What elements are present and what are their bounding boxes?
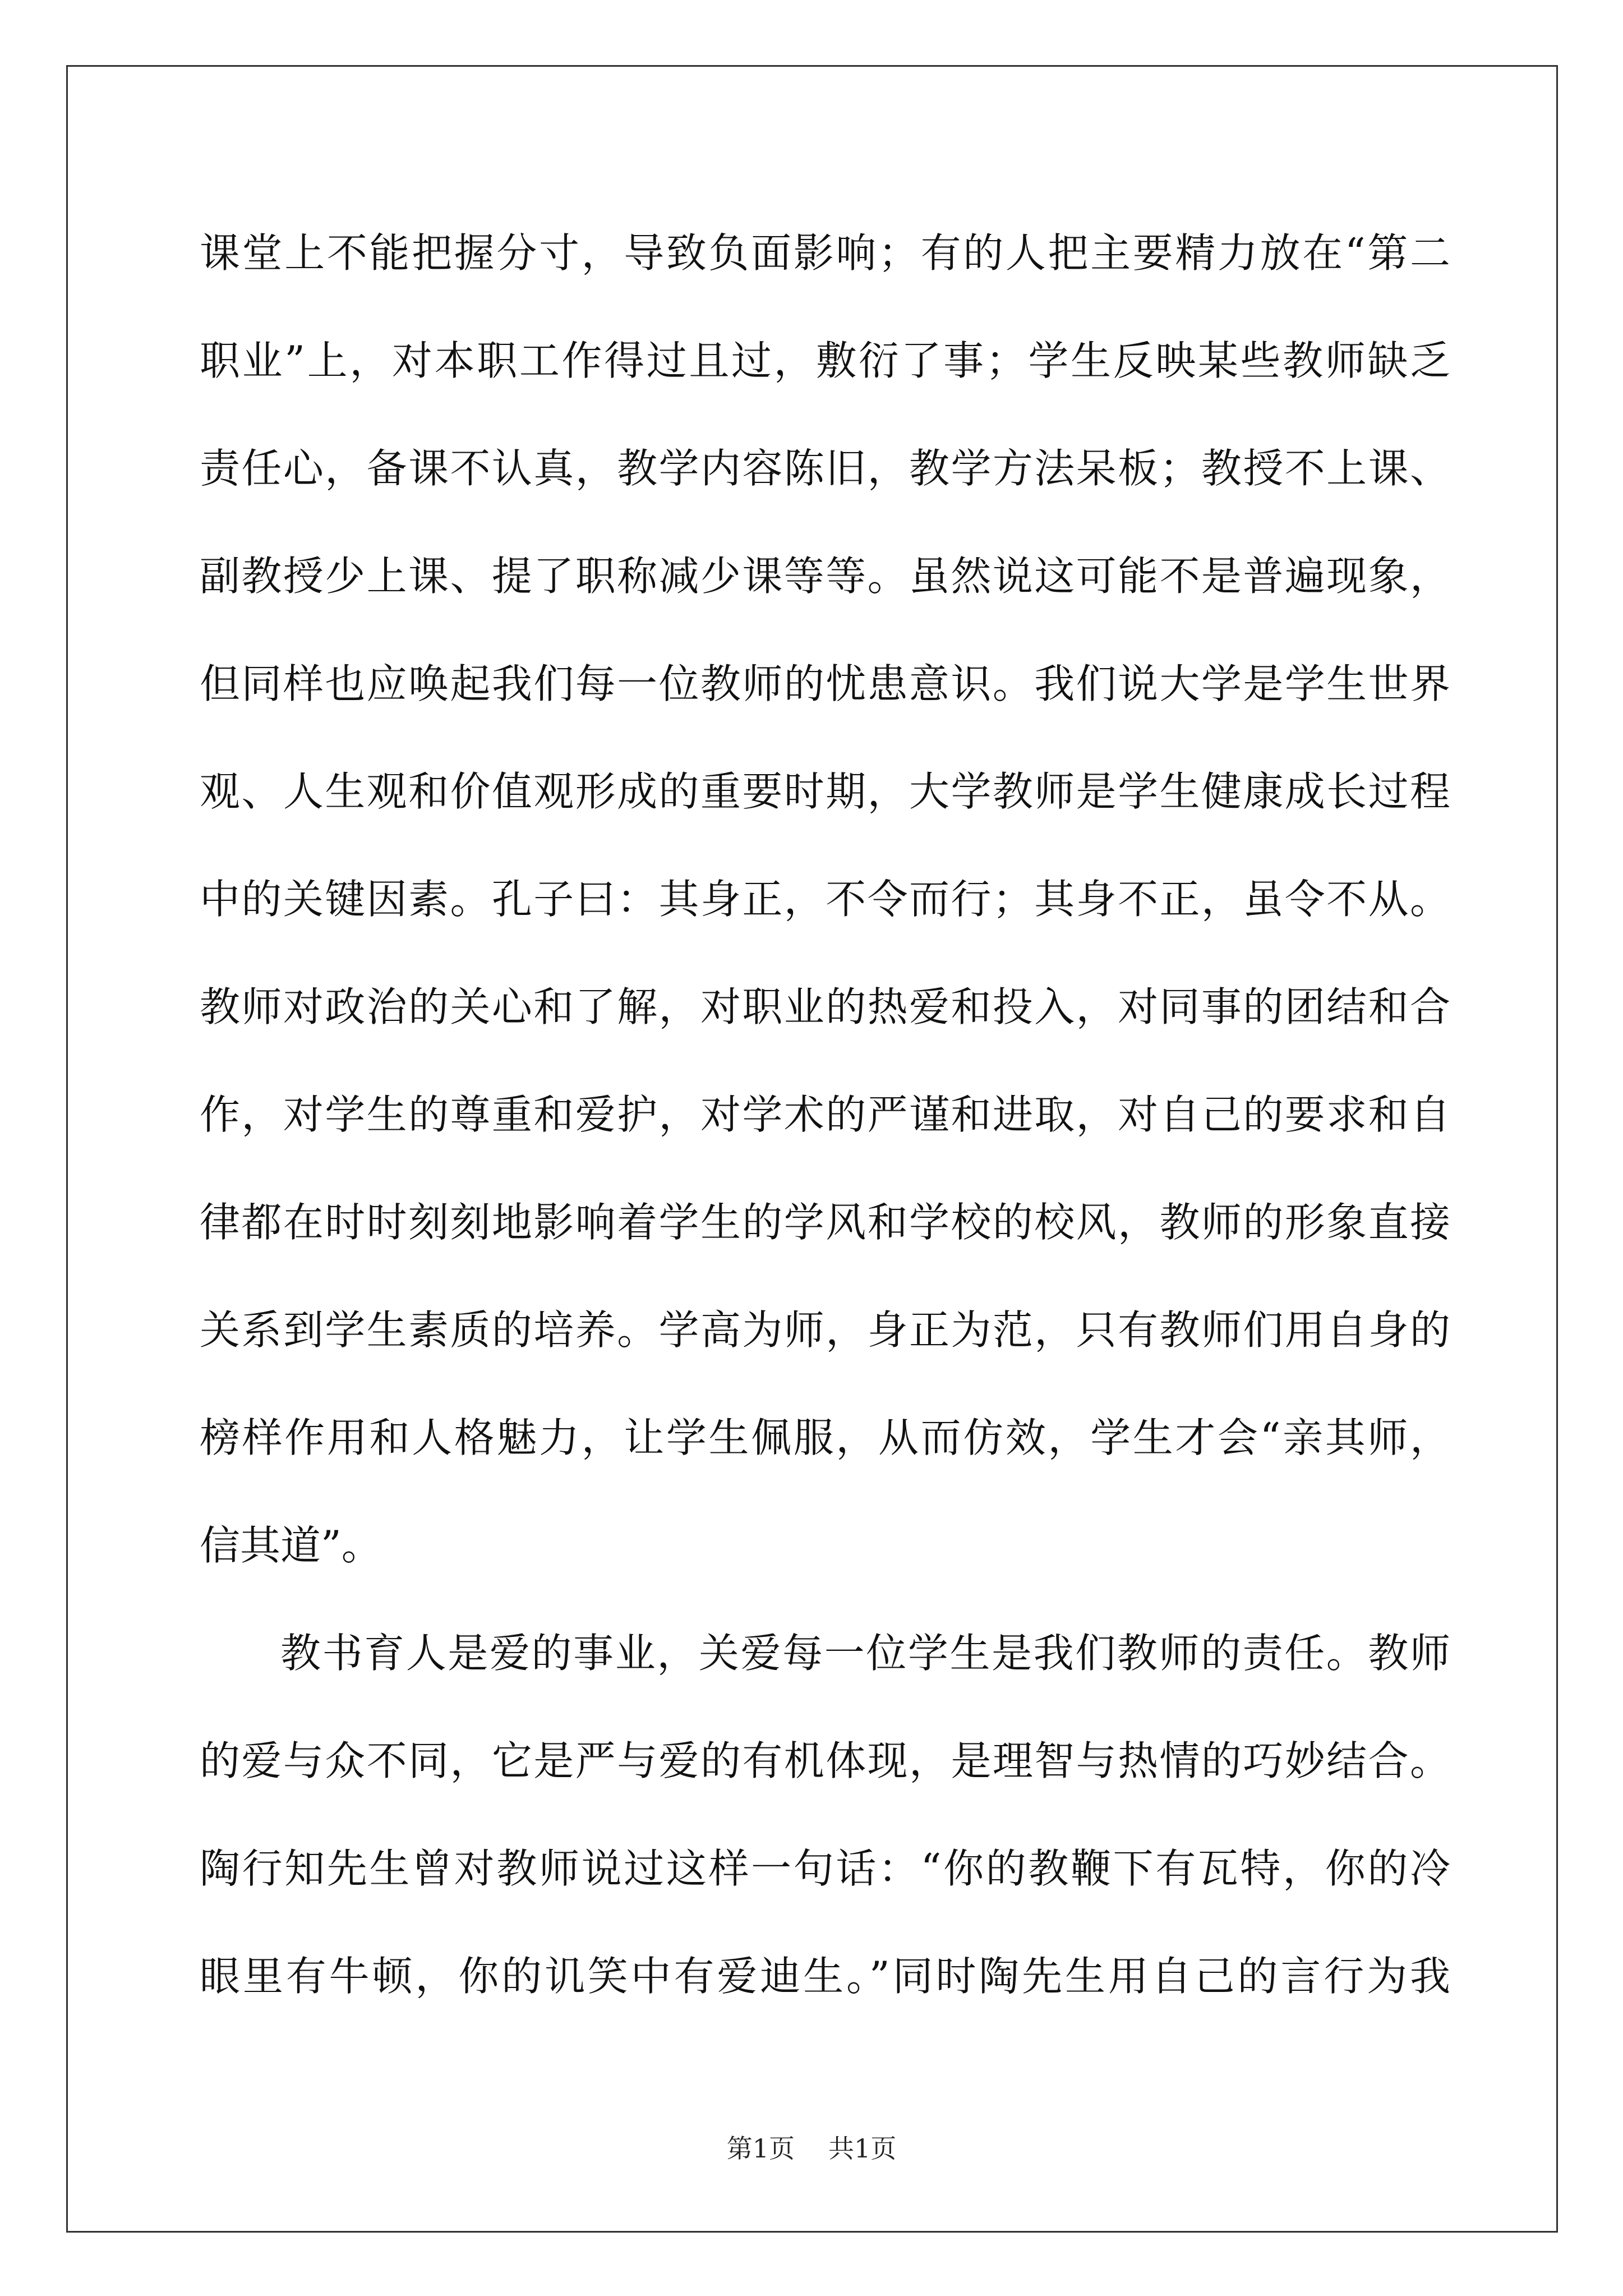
text-line: 职业”上，对本职工作得过且过，敷衍了事；学生反映某些教师缺乏 <box>200 337 1450 384</box>
text-line: 作，对学生的尊重和爱护，对学术的严谨和进取，对自己的要求和自 <box>200 1091 1450 1138</box>
paragraph-2 <box>200 1599 1450 2030</box>
text-line: 关系到学生素质的培养。学高为师，身正为范，只有教师们用自身的 <box>200 1306 1450 1354</box>
page-total: 共1页 <box>828 2133 897 2164</box>
text-line: 律都在时时刻刻地影响着学生的学风和学校的校风，教师的形象直接 <box>200 1199 1450 1246</box>
text-line: 的爱与众不同，它是严与爱的有机体现，是理智与热情的巧妙结合。 <box>200 1737 1450 1784</box>
paragraph-1 <box>200 199 1450 1599</box>
text-line: 观、人生观和价值观形成的重要时期，大学教师是学生健康成长过程 <box>200 768 1450 815</box>
text-line: 责任心，备课不认真，教学内容陈旧，教学方法呆板；教授不上课、 <box>200 445 1450 492</box>
page-number: 第1页 <box>726 2133 795 2164</box>
document-body <box>200 199 1450 2030</box>
text-line: 但同样也应唤起我们每一位教师的忧患意识。我们说大学是学生世界 <box>200 660 1450 707</box>
text-line: 榜样作用和人格魅力，让学生佩服，从而仿效，学生才会“亲其师， <box>200 1414 1450 1461</box>
text-line: 眼里有牛顿，你的讥笑中有爱迪生。”同时陶先生用自己的言行为我 <box>200 1953 1450 2000</box>
text-line: 信其道”。 <box>200 1522 382 1569</box>
page-footer <box>0 2132 1623 2165</box>
text-line: 中的关键因素。孔子曰：其身正，不令而行；其身不正，虽令不从。 <box>200 876 1450 923</box>
text-line: 陶行知先生曾对教师说过这样一句话：“你的教鞭下有瓦特，你的冷 <box>200 1845 1450 1892</box>
text-line: 课堂上不能把握分寸，导致负面影响；有的人把主要精力放在“第二 <box>200 229 1450 277</box>
text-line: 教师对政治的关心和了解，对职业的热爱和投入，对同事的团结和合 <box>200 983 1450 1030</box>
text-line: 教书育人是爱的事业，关爱每一位学生是我们教师的责任。教师 <box>280 1630 1450 1677</box>
text-line: 副教授少上课、提了职称减少课等等。虽然说这可能不是普遍现象， <box>200 553 1450 600</box>
